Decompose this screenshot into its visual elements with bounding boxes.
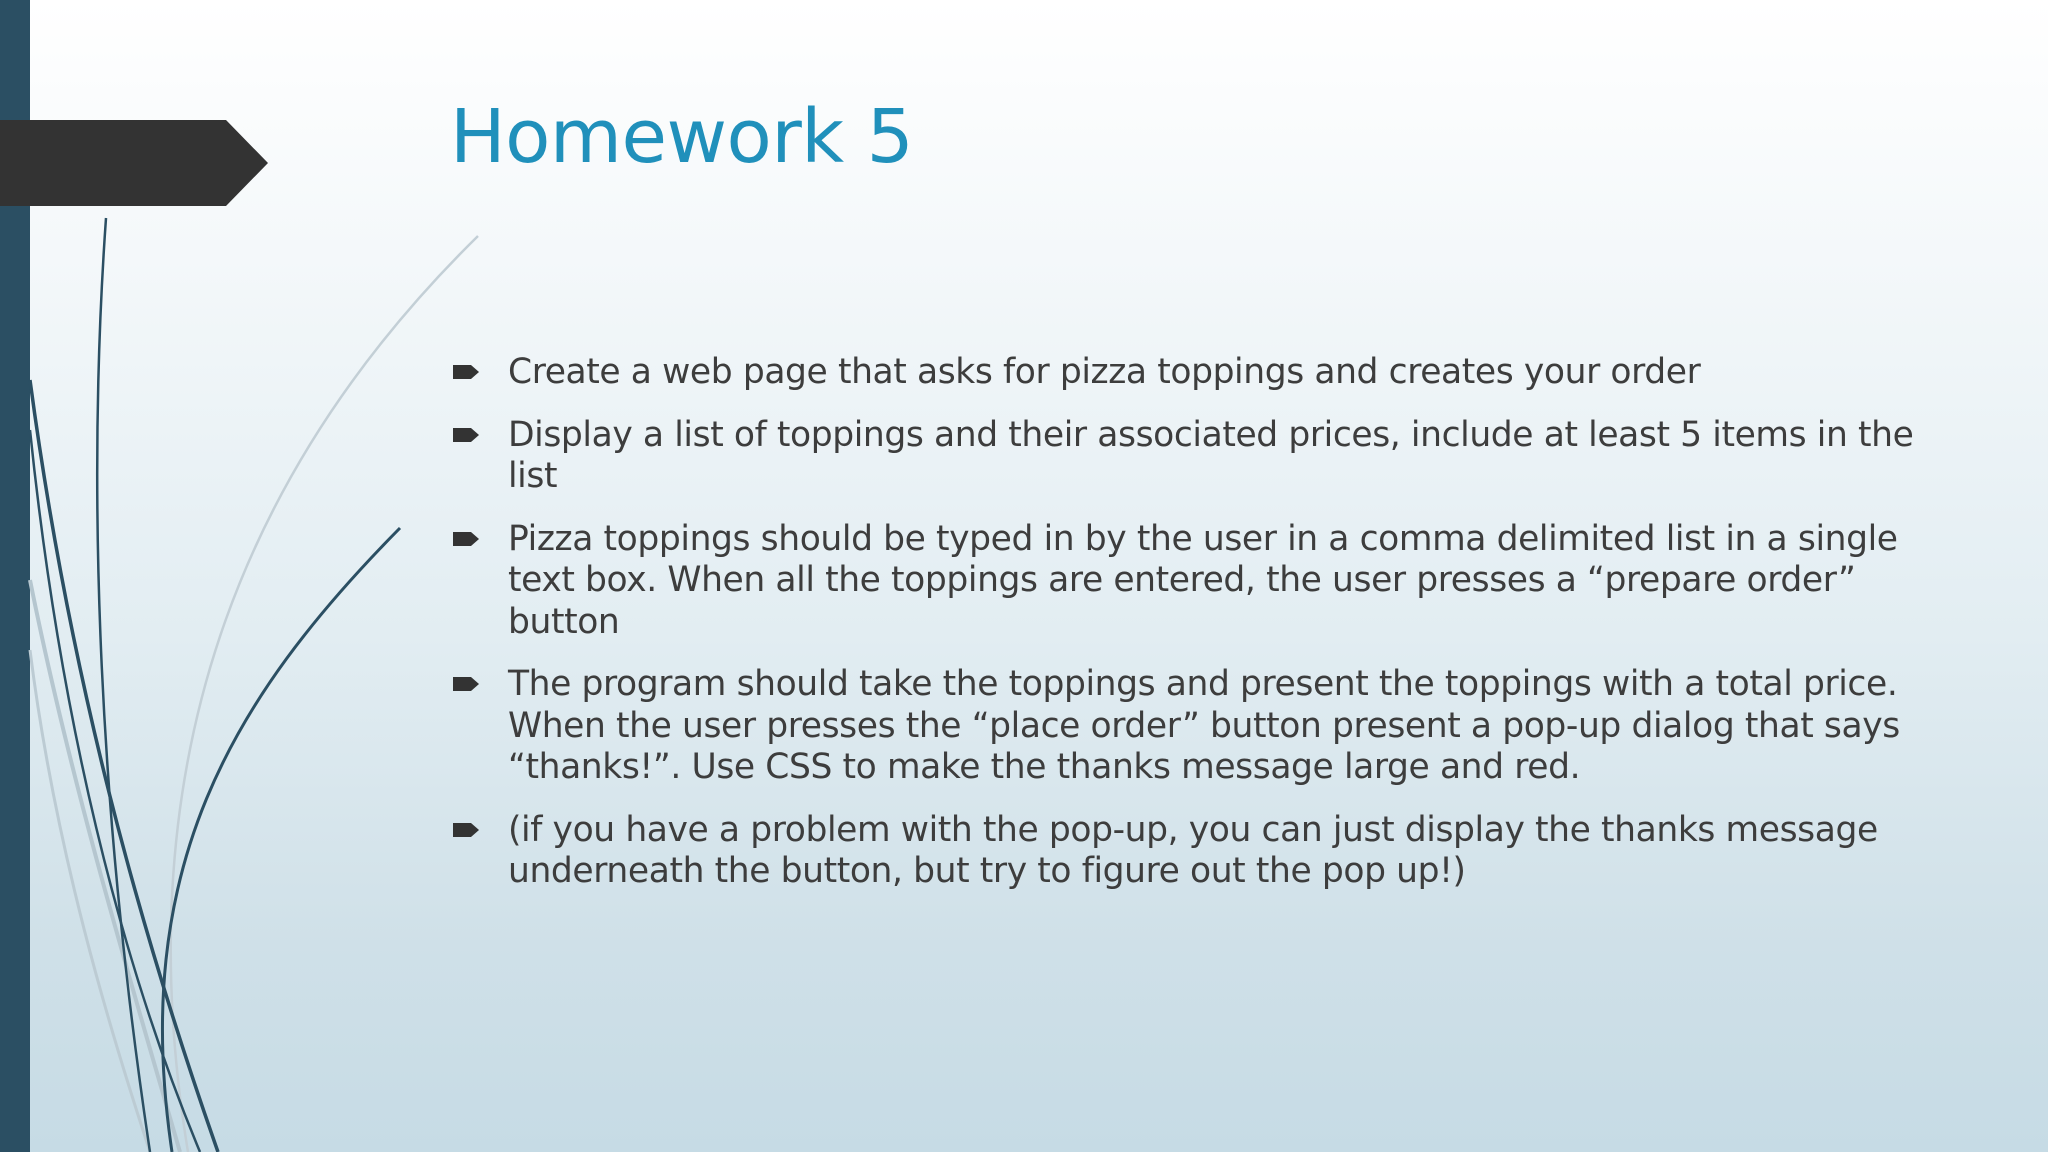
- decor-curve-light-2: [30, 580, 180, 1152]
- slide-title: Homework 5: [450, 94, 914, 180]
- decor-curve-dark-1: [97, 218, 150, 1152]
- arrow-right-icon: [452, 424, 482, 446]
- bullet-item: [450, 415, 1920, 498]
- bullet-text: The program should take the toppings and present the toppings with a total price. When the user presses the “place order” button present a pop-up dialog that says “thanks!”. Use CSS to make the thanks message large and red.: [508, 664, 1900, 787]
- arrow-right-icon: [452, 528, 482, 550]
- decor-curve-light-3: [30, 650, 150, 1152]
- title-tab-shape: [0, 120, 268, 206]
- decor-curve-dark-3: [30, 430, 200, 1152]
- decor-curve-dark-2: [30, 380, 218, 1152]
- decor-curve-dark-4: [162, 528, 400, 1152]
- bullet-item: [450, 519, 1920, 644]
- bullet-item: [450, 810, 1920, 893]
- bullet-item: [450, 352, 1920, 394]
- decor-curve-light-1: [171, 236, 478, 1152]
- bullet-text: (if you have a problem with the pop-up, you can just display the thanks message underneath the button, but try to figure out the pop up!): [508, 809, 1878, 891]
- arrow-right-icon: [452, 361, 482, 383]
- arrow-right-icon: [452, 819, 482, 841]
- bullet-item: [450, 664, 1920, 789]
- bullet-text: Display a list of toppings and their associated prices, include at least 5 items in the list: [508, 414, 1914, 496]
- arrow-right-icon: [452, 673, 482, 695]
- left-accent-bar: [0, 0, 30, 1152]
- bullet-text: Create a web page that asks for pizza toppings and creates your order: [508, 352, 1701, 392]
- bullet-list: [450, 352, 1920, 914]
- bullet-text: Pizza toppings should be typed in by the user in a comma delimited list in a single text box. When all the toppings are entered, the user presses a “prepare order” button: [508, 518, 1898, 642]
